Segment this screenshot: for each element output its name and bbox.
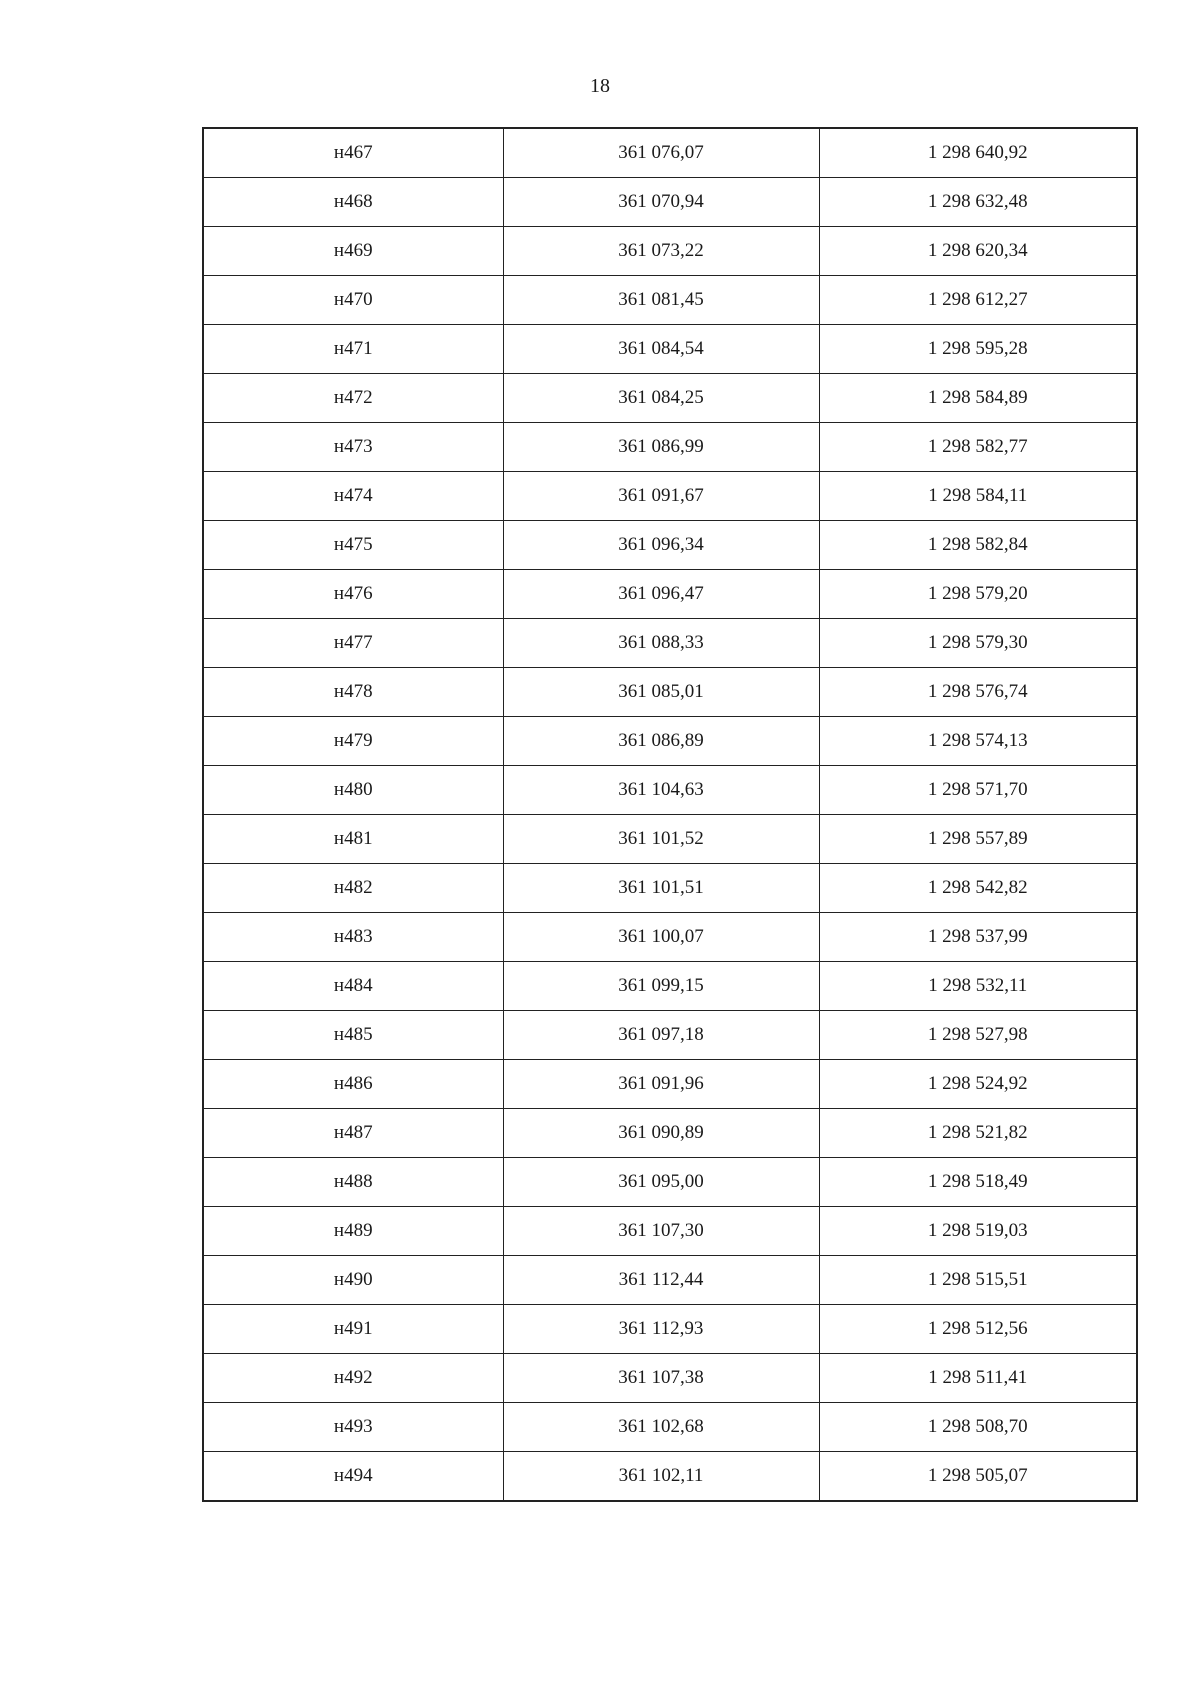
x-coordinate-cell: 361 101,51 [503, 864, 819, 913]
x-coordinate-cell: 361 112,93 [503, 1305, 819, 1354]
y-coordinate-cell: 1 298 512,56 [819, 1305, 1137, 1354]
x-coordinate-cell: 361 102,68 [503, 1403, 819, 1452]
y-coordinate-cell: 1 298 632,48 [819, 178, 1137, 227]
point-id-cell: н477 [203, 619, 503, 668]
y-coordinate-cell: 1 298 574,13 [819, 717, 1137, 766]
x-coordinate-cell: 361 101,52 [503, 815, 819, 864]
x-coordinate-cell: 361 107,38 [503, 1354, 819, 1403]
point-id-cell: н488 [203, 1158, 503, 1207]
y-coordinate-cell: 1 298 511,41 [819, 1354, 1137, 1403]
x-coordinate-cell: 361 091,96 [503, 1060, 819, 1109]
x-coordinate-cell: 361 091,67 [503, 472, 819, 521]
y-coordinate-cell: 1 298 584,89 [819, 374, 1137, 423]
x-coordinate-cell: 361 096,47 [503, 570, 819, 619]
table-row [203, 1403, 1137, 1452]
y-coordinate-cell: 1 298 582,77 [819, 423, 1137, 472]
table-row [203, 913, 1137, 962]
point-id-cell: н479 [203, 717, 503, 766]
y-coordinate-cell: 1 298 518,49 [819, 1158, 1137, 1207]
point-id-cell: н474 [203, 472, 503, 521]
table-row [203, 1207, 1137, 1256]
x-coordinate-cell: 361 086,99 [503, 423, 819, 472]
y-coordinate-cell: 1 298 515,51 [819, 1256, 1137, 1305]
x-coordinate-cell: 361 088,33 [503, 619, 819, 668]
y-coordinate-cell: 1 298 571,70 [819, 766, 1137, 815]
y-coordinate-cell: 1 298 505,07 [819, 1452, 1137, 1502]
point-id-cell: н490 [203, 1256, 503, 1305]
table-row [203, 668, 1137, 717]
x-coordinate-cell: 361 099,15 [503, 962, 819, 1011]
y-coordinate-cell: 1 298 579,20 [819, 570, 1137, 619]
x-coordinate-cell: 361 084,25 [503, 374, 819, 423]
coordinates-table [202, 127, 1138, 1502]
table-row [203, 325, 1137, 374]
y-coordinate-cell: 1 298 579,30 [819, 619, 1137, 668]
x-coordinate-cell: 361 097,18 [503, 1011, 819, 1060]
page-number: 18 [590, 75, 610, 97]
table-row [203, 1256, 1137, 1305]
point-id-cell: н471 [203, 325, 503, 374]
y-coordinate-cell: 1 298 582,84 [819, 521, 1137, 570]
y-coordinate-cell: 1 298 640,92 [819, 128, 1137, 178]
table-row [203, 864, 1137, 913]
y-coordinate-cell: 1 298 524,92 [819, 1060, 1137, 1109]
table-row [203, 276, 1137, 325]
point-id-cell: н486 [203, 1060, 503, 1109]
y-coordinate-cell: 1 298 521,82 [819, 1109, 1137, 1158]
point-id-cell: н480 [203, 766, 503, 815]
table-row [203, 178, 1137, 227]
point-id-cell: н472 [203, 374, 503, 423]
point-id-cell: н470 [203, 276, 503, 325]
point-id-cell: н487 [203, 1109, 503, 1158]
x-coordinate-cell: 361 084,54 [503, 325, 819, 374]
point-id-cell: н468 [203, 178, 503, 227]
x-coordinate-cell: 361 070,94 [503, 178, 819, 227]
point-id-cell: н467 [203, 128, 503, 178]
point-id-cell: н484 [203, 962, 503, 1011]
point-id-cell: н492 [203, 1354, 503, 1403]
point-id-cell: н482 [203, 864, 503, 913]
point-id-cell: н478 [203, 668, 503, 717]
x-coordinate-cell: 361 104,63 [503, 766, 819, 815]
x-coordinate-cell: 361 085,01 [503, 668, 819, 717]
point-id-cell: н494 [203, 1452, 503, 1502]
point-id-cell: н483 [203, 913, 503, 962]
coordinates-table-body [203, 128, 1137, 1501]
table-row [203, 1452, 1137, 1502]
y-coordinate-cell: 1 298 595,28 [819, 325, 1137, 374]
table-row [203, 619, 1137, 668]
table-row [203, 717, 1137, 766]
y-coordinate-cell: 1 298 537,99 [819, 913, 1137, 962]
table-row [203, 423, 1137, 472]
x-coordinate-cell: 361 112,44 [503, 1256, 819, 1305]
x-coordinate-cell: 361 076,07 [503, 128, 819, 178]
y-coordinate-cell: 1 298 532,11 [819, 962, 1137, 1011]
x-coordinate-cell: 361 102,11 [503, 1452, 819, 1502]
x-coordinate-cell: 361 090,89 [503, 1109, 819, 1158]
x-coordinate-cell: 361 086,89 [503, 717, 819, 766]
table-row [203, 128, 1137, 178]
table-row [203, 374, 1137, 423]
table-row [203, 227, 1137, 276]
x-coordinate-cell: 361 081,45 [503, 276, 819, 325]
x-coordinate-cell: 361 095,00 [503, 1158, 819, 1207]
x-coordinate-cell: 361 096,34 [503, 521, 819, 570]
y-coordinate-cell: 1 298 557,89 [819, 815, 1137, 864]
table-row [203, 570, 1137, 619]
y-coordinate-cell: 1 298 542,82 [819, 864, 1137, 913]
y-coordinate-cell: 1 298 508,70 [819, 1403, 1137, 1452]
point-id-cell: н475 [203, 521, 503, 570]
table-row [203, 1158, 1137, 1207]
y-coordinate-cell: 1 298 620,34 [819, 227, 1137, 276]
y-coordinate-cell: 1 298 612,27 [819, 276, 1137, 325]
table-row [203, 1305, 1137, 1354]
table-row [203, 1060, 1137, 1109]
table-row [203, 962, 1137, 1011]
y-coordinate-cell: 1 298 576,74 [819, 668, 1137, 717]
point-id-cell: н493 [203, 1403, 503, 1452]
y-coordinate-cell: 1 298 584,11 [819, 472, 1137, 521]
point-id-cell: н469 [203, 227, 503, 276]
table-row [203, 1011, 1137, 1060]
x-coordinate-cell: 361 107,30 [503, 1207, 819, 1256]
table-row [203, 1354, 1137, 1403]
point-id-cell: н481 [203, 815, 503, 864]
x-coordinate-cell: 361 100,07 [503, 913, 819, 962]
point-id-cell: н476 [203, 570, 503, 619]
point-id-cell: н489 [203, 1207, 503, 1256]
table-row [203, 472, 1137, 521]
point-id-cell: н473 [203, 423, 503, 472]
point-id-cell: н491 [203, 1305, 503, 1354]
table-row [203, 1109, 1137, 1158]
table-row [203, 766, 1137, 815]
point-id-cell: н485 [203, 1011, 503, 1060]
y-coordinate-cell: 1 298 519,03 [819, 1207, 1137, 1256]
table-row [203, 521, 1137, 570]
table-row [203, 815, 1137, 864]
x-coordinate-cell: 361 073,22 [503, 227, 819, 276]
y-coordinate-cell: 1 298 527,98 [819, 1011, 1137, 1060]
